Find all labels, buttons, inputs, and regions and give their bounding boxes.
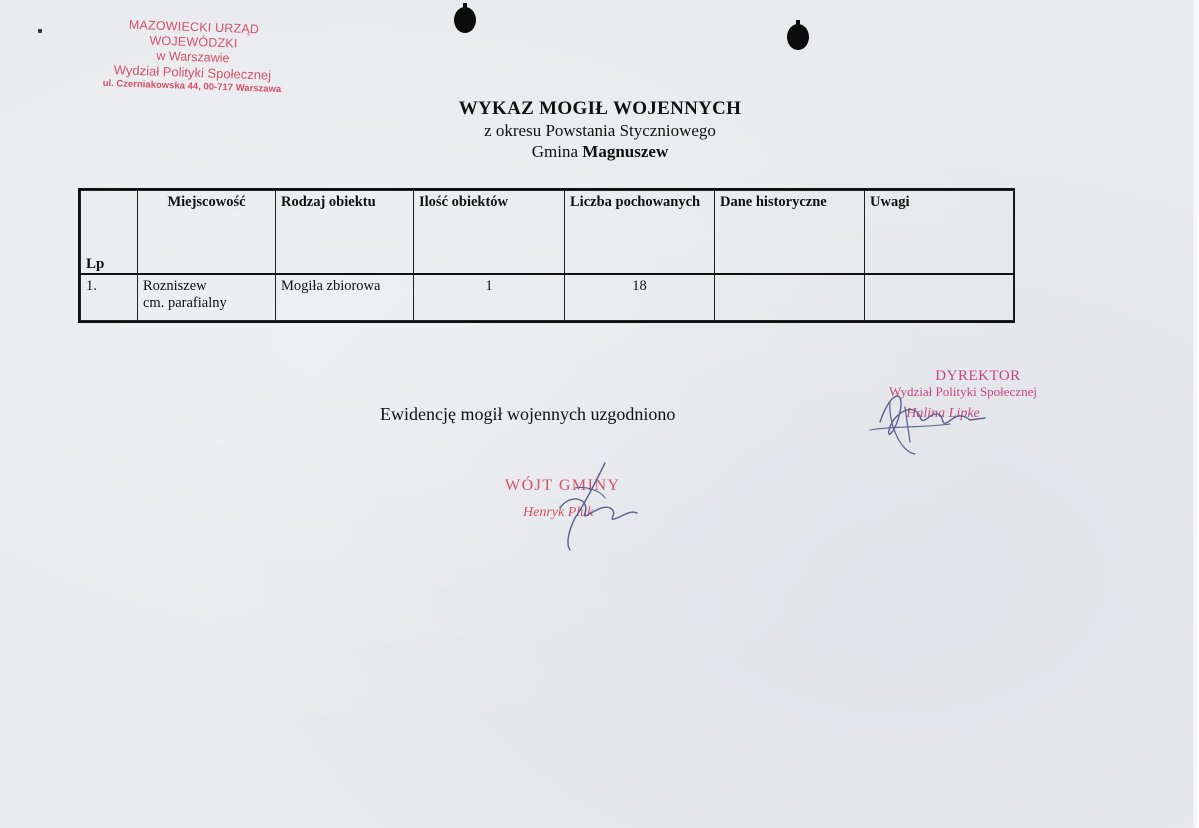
wojt-stamp-role: WÓJT GMINY <box>505 477 621 494</box>
cell-rodzaj-obiektu: Mogiła zbiorowa <box>276 274 414 321</box>
office-stamp-line-2: w Warszawie <box>156 48 230 66</box>
office-stamp-line-3: Wydział Polityki Społecznej <box>113 62 272 83</box>
wojt-stamp <box>505 476 675 522</box>
header-dane-historyczne: Dane historyczne <box>715 191 865 275</box>
graves-table <box>80 190 1014 321</box>
cell-miejscowosc-line-1: Rozniszew <box>143 278 207 294</box>
gmina-line <box>300 141 900 162</box>
office-stamp-line-1: MAZOWIECKI URZĄD WOJEWÓDZKI <box>128 17 260 51</box>
table-header-row <box>81 191 1014 275</box>
wojt-stamp-name: Henryk Pluk <box>523 505 594 521</box>
table-row <box>81 274 1014 321</box>
agreement-text: Ewidencję mogił wojennych uzgodniono <box>380 404 676 424</box>
header-liczba-pochowanych: Liczba pochowanych <box>565 191 715 275</box>
cell-uwagi <box>865 274 1014 321</box>
director-stamp <box>848 368 1078 422</box>
page-edge <box>1193 0 1199 828</box>
cell-miejscowosc-line-2: cm. parafialny <box>143 295 227 311</box>
header-ilosc-obiektow: Ilość obiektów <box>414 191 565 275</box>
office-stamp <box>87 16 299 95</box>
header-rodzaj-obiektu: Rodzaj obiektu <box>276 191 414 275</box>
cell-lp: 1. <box>81 274 138 321</box>
document-subtitle: z okresu Powstania Styczniowego <box>484 121 716 140</box>
gmina-prefix: Gmina <box>531 142 583 161</box>
document-heading <box>300 98 900 162</box>
cell-dane-historyczne <box>715 274 865 321</box>
header-uwagi: Uwagi <box>865 191 1014 275</box>
gmina-name: Magnuszew <box>582 142 669 161</box>
director-stamp-department: Wydział Polityki Społecznej <box>889 384 1037 400</box>
office-stamp-line-4: ul. Czerniakowska 44, 00-717 Warszawa <box>102 77 282 95</box>
punch-hole-right <box>787 24 809 50</box>
header-lp: Lp <box>81 191 138 275</box>
graves-table-frame <box>78 188 1015 323</box>
cell-ilosc-obiektow: 1 <box>414 274 565 321</box>
cell-miejscowosc <box>138 274 276 321</box>
director-stamp-role: DYREKTOR <box>935 368 1021 384</box>
header-miejscowosc: Miejscowość <box>138 191 276 275</box>
cell-liczba-pochowanych: 18 <box>565 274 715 321</box>
document-title: WYKAZ MOGIŁ WOJENNYCH <box>458 98 742 119</box>
director-stamp-name: Halina Lipke <box>906 406 980 422</box>
punch-hole-left <box>454 7 476 33</box>
scan-speck <box>38 29 42 33</box>
